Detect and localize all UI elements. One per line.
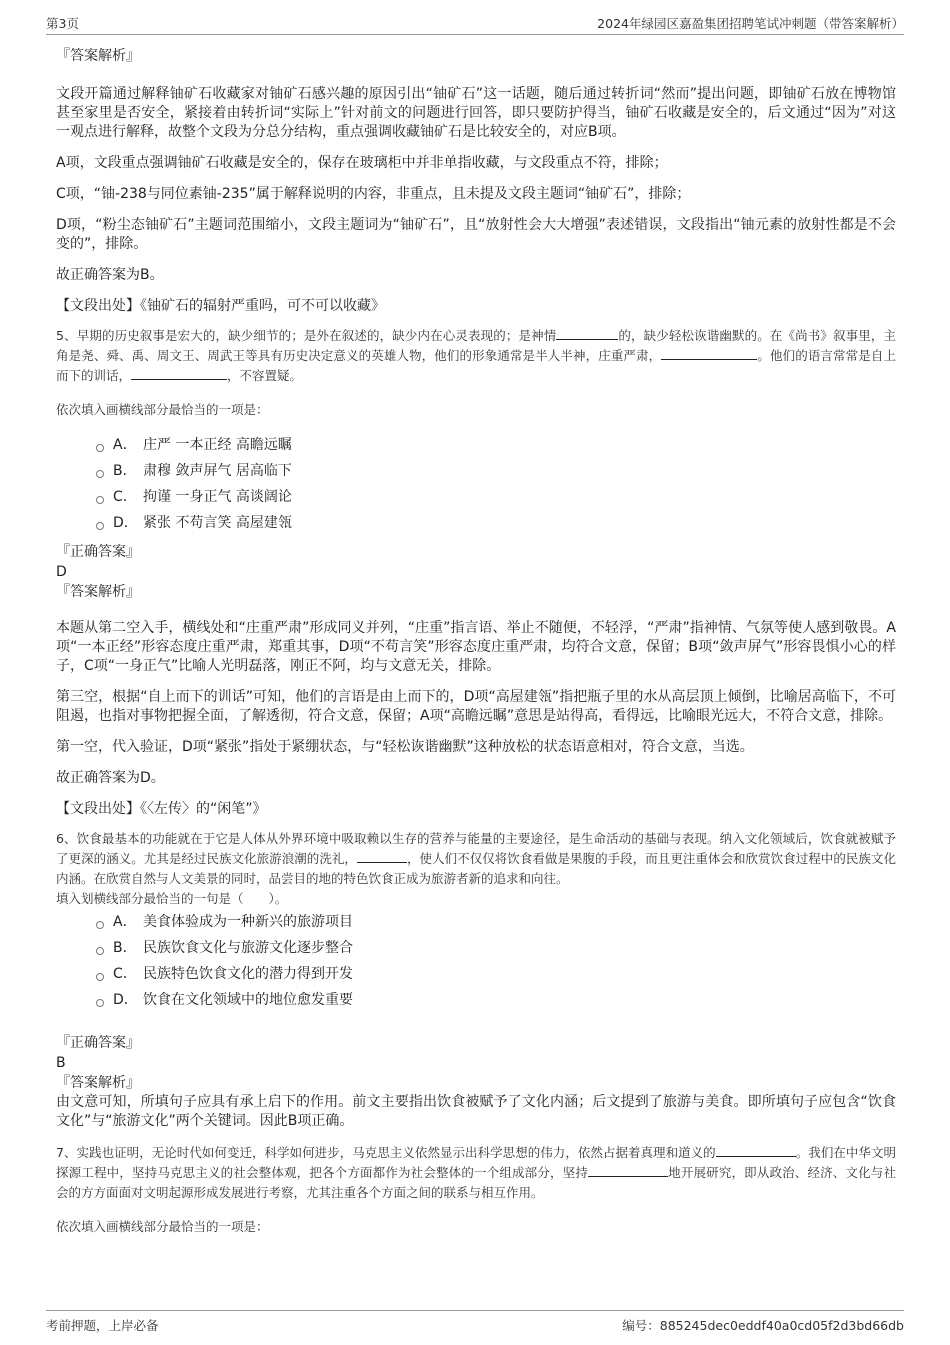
radio-icon[interactable] <box>96 999 104 1007</box>
q6-correct-answer: B <box>56 1055 66 1071</box>
q5-prompt: 依次填入画横线部分最恰当的一项是： <box>56 402 269 417</box>
radio-icon[interactable] <box>96 470 104 478</box>
q5-option-a[interactable]: A． 庄严 一本正经 高瞻远瞩 <box>96 432 896 458</box>
q5-blank-3 <box>131 366 227 380</box>
document-title: 2024年绿园区嘉盈集团招聘笔试冲刺题（带答案解析） <box>597 16 904 31</box>
q4-analysis-para-3: C项，“铀-238与同位素铀-235”属于解释说明的内容，非重点，且未提及文段主题词“铀矿石”，排除； <box>56 186 691 202</box>
q6-number: 6、 <box>56 831 77 846</box>
q6-option-b[interactable]: B． 民族饮食文化与旅游文化逐步整合 <box>96 935 896 961</box>
q7-blank-1 <box>716 1143 796 1157</box>
q7-number: 7、 <box>56 1145 77 1160</box>
q5-source-title: 《〈左传〉的“闲笔”》 <box>140 801 267 817</box>
q5-analysis-conclusion: 故正确答案为D。 <box>56 770 165 786</box>
radio-icon[interactable] <box>96 947 104 955</box>
q4-source-title: 《铀矿石的辐射严重吗，可不可以收藏》 <box>140 298 385 314</box>
q5-analysis-label: 『答案解析』 <box>56 584 140 600</box>
q5-option-b[interactable]: B． 肃穆 敛声屏气 居高临下 <box>96 458 896 484</box>
page-content <box>56 40 896 1237</box>
q7-stem: 7、实践也证明，无论时代如何变迁，科学如何进步，马克思主义依然显示出科学思想的伟力，依然占据着真理和道义的 。我们在中华文明探源工程中，坚持马克思主义的社会整体观，把各个方面都作为社会整体的一个组成部分，坚持 地开展研究，即从政治、经济、文化与社会的方方面面对文明起源形成发展进行考察，尤其注重各个方面之间的联系与相互作用。 <box>56 1145 896 1200</box>
q6-stem: 6、饮食最基本的功能就在于它是人体从外界环境中吸取赖以生存的营养与能量的主要途径，是生命活动的基础与表现。纳入文化领域后，饮食就被赋予了更深的涵义。尤其是经过民族文化旅游浪潮的洗礼， ，使人们不仅仅将饮食看做是果腹的手段，而且更注重体会和欣赏饮食过程中的民族文化内涵。在欣赏自然与人文美景的同时，品尝目的地的特色饮食正成为旅游者新的追求和向往。 <box>56 831 896 886</box>
q5-option-d[interactable]: D． 紧张 不苟言笑 高屋建瓴 <box>96 510 896 536</box>
q5-blank-1 <box>556 326 618 340</box>
page-header <box>46 12 904 35</box>
q5-source-label: 【文段出处】 <box>56 801 140 817</box>
radio-icon[interactable] <box>96 496 104 504</box>
q6-options <box>56 909 896 1013</box>
q4-analysis-conclusion: 故正确答案为B。 <box>56 267 164 283</box>
q6-correct-label: 『正确答案』 <box>56 1035 140 1051</box>
q5-stem: 5、早期的历史叙事是宏大的，缺少细节的；是外在叙述的，缺少内在心灵表现的；是神情 的，缺少轻松诙谐幽默的。在《尚书》叙事里，主角是尧、舜、禹、周文王、周武王等具有历史决定意义的英雄人物，他们的形象通常是半人半神，庄重严肃， 。他们的语言常常是自上而下的训话， ，不容置疑。 <box>56 328 896 383</box>
q4-source-label: 【文段出处】 <box>56 298 140 314</box>
q4-source <box>56 297 896 316</box>
radio-icon[interactable] <box>96 973 104 981</box>
q5-correct-answer: D <box>56 564 67 580</box>
radio-icon[interactable] <box>96 444 104 452</box>
page-footer <box>46 1310 904 1335</box>
radio-icon[interactable] <box>96 921 104 929</box>
q6-option-d[interactable]: D． 饮食在文化领域中的地位愈发重要 <box>96 987 896 1013</box>
q4-analysis-para-2: A项，文段重点强调铀矿石收藏是安全的，保存在玻璃柜中并非单指收藏，与文段重点不符，排除； <box>56 155 668 171</box>
footer-slogan: 考前押题，上岸必备 <box>46 1318 159 1333</box>
radio-icon[interactable] <box>96 522 104 530</box>
q6-option-a[interactable]: A． 美食体验成为一种新兴的旅游项目 <box>96 909 896 935</box>
q5-analysis-para-3: 第一空，代入验证，D项“紧张”指处于紧绷状态，与“轻松诙谐幽默”这种放松的状态语意相对，符合文意，当选。 <box>56 739 754 755</box>
page-number: 第3页 <box>46 16 79 31</box>
q5-options <box>56 432 896 536</box>
q5-blank-2 <box>661 346 757 360</box>
q5-analysis-para-1: 本题从第二空入手，横线处和“庄重严肃”形成同义并列，“庄重”指言语、举止不随便，不轻浮，“严肃”指神情、气氛等使人感到敬畏。A项“一本正经”形容态度庄重严肃，郑重其事，D项“不苟言笑”形容态度庄重严肃，均符合文意，保留；B项“敛声屏气”形容畏惧小心的样子，C项“一身正气”比喻人光明磊落，刚正不阿，均与文意无关，排除。 <box>56 620 896 674</box>
q6-option-c[interactable]: C． 民族特色饮食文化的潜力得到开发 <box>96 961 896 987</box>
q6-analysis-label: 『答案解析』 <box>56 1075 140 1091</box>
q4-analysis-label: 『答案解析』 <box>56 48 140 64</box>
q5-analysis-para-2: 第三空，根据“自上而下的训话”可知，他们的言语是由上而下的，D项“高屋建瓴”指把瓶子里的水从高层顶上倾倒，比喻居高临下，不可阻遏，也指对事物把握全面，了解透彻，符合文意，保留；A项“高瞻远瞩”意思是站得高，看得远，比喻眼光远大，不符合文意，排除。 <box>56 689 896 724</box>
q5-source <box>56 800 896 819</box>
q5-number: 5、 <box>56 328 77 343</box>
q6-blank <box>357 849 407 863</box>
document-id: 编号：885245dec0eddf40a0cd05f2d3bd66db <box>622 1318 904 1333</box>
q6-analysis: 由文意可知，所填句子应具有承上启下的作用。前文主要指出饮食被赋予了文化内涵；后文提到了旅游与美食。即所填句子应包含“饮食文化”与“旅游文化”两个关键词。因此B项正确。 <box>56 1094 896 1129</box>
q5-correct-label: 『正确答案』 <box>56 544 140 560</box>
q7-blank-2 <box>588 1163 668 1177</box>
q7-prompt: 依次填入画横线部分最恰当的一项是： <box>56 1219 269 1234</box>
q4-analysis-para-4: D项，“粉尘态铀矿石”主题词范围缩小，文段主题词为“铀矿石”，且“放射性会大大增强”表述错误，文段指出“铀元素的放射性都是不会变的”，排除。 <box>56 217 896 252</box>
q5-option-c[interactable]: C． 拘谨 一身正气 高谈阔论 <box>96 484 896 510</box>
q6-prompt: 填入划横线部分最恰当的一句是（ ）。 <box>56 891 288 906</box>
q4-analysis-para-1: 文段开篇通过解释铀矿石收藏家对铀矿石感兴趣的原因引出“铀矿石”这一话题，随后通过转折词“然而”提出问题，即铀矿石放在博物馆甚至家里是否安全，紧接着由转折词“实际上”针对前文的问题进行回答，即只要防护得当，铀矿石收藏是安全的，后文通过“因为”对这一观点进行解释，故整个文段为分总分结构，重点强调收藏铀矿石是比较安全的，对应B项。 <box>56 86 896 140</box>
